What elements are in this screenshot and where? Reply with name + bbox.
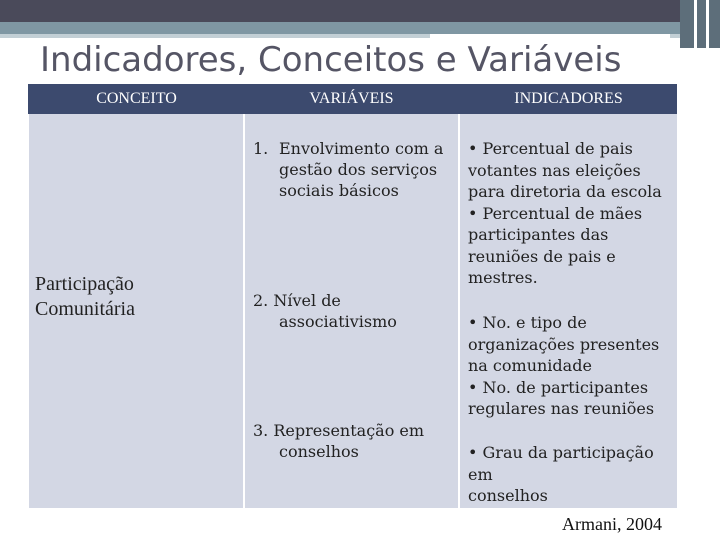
- indicator-line: • Percentual de mães: [468, 203, 643, 223]
- concept-table: [28, 84, 677, 508]
- indicator-line: participantes das: [468, 225, 609, 244]
- indicator-line: na comunidade: [468, 356, 592, 375]
- variable-item-2: [253, 290, 397, 332]
- indicator-group-3: [468, 442, 678, 507]
- indicators-cell: [459, 114, 677, 508]
- indicator-line: • Grau da participação em: [468, 443, 654, 484]
- indicator-line: reuniões de pais e: [468, 246, 616, 266]
- header-concept: CONCEITO: [29, 84, 244, 114]
- corner-stripe: [694, 0, 697, 48]
- variable-text: sociais básicos: [279, 181, 399, 200]
- variables-cell: [244, 114, 459, 508]
- indicator-line: votantes nas eleições: [468, 160, 641, 180]
- variable-number: 1.: [253, 139, 269, 158]
- indicator-group-2: [468, 312, 678, 420]
- concept-text: [35, 272, 135, 322]
- variable-text: conselhos: [279, 442, 359, 461]
- top-bar-teal: [0, 22, 720, 34]
- variable-text: Representação em: [273, 421, 425, 440]
- variable-item-3: [253, 420, 424, 462]
- indicator-line: regulares nas reuniões: [468, 399, 655, 418]
- variable-text: gestão dos serviços: [279, 160, 438, 179]
- variable-text: Envolvimento com a: [279, 139, 444, 158]
- indicator-line: conselhos: [468, 486, 548, 505]
- table-body-row: [29, 114, 677, 508]
- header-indicators: INDICADORES: [459, 84, 677, 114]
- indicator-line: • Percentual de pais: [468, 139, 633, 158]
- citation: Armani, 2004: [562, 514, 662, 534]
- top-bar-dark: [0, 0, 720, 22]
- concept-cell: [29, 114, 244, 508]
- slide-title: Indicadores, Conceitos e Variáveis: [40, 40, 622, 80]
- indicator-line: mestres.: [468, 268, 538, 287]
- concept-word: Participação: [35, 273, 134, 295]
- variable-number: 3.: [253, 421, 269, 440]
- indicator-group-1: [468, 138, 678, 289]
- concept-word: Comunitária: [35, 298, 135, 320]
- variable-text: associativismo: [279, 312, 397, 331]
- corner-stripe: [706, 0, 709, 48]
- variable-text: Nível de: [273, 291, 341, 310]
- indicator-line: • No. e tipo de: [468, 313, 587, 332]
- variable-number: 2.: [253, 291, 269, 310]
- indicator-line: • No. de participantes: [468, 377, 649, 397]
- header-variables: VARIÁVEIS: [244, 84, 459, 114]
- table-header-row: [29, 84, 677, 114]
- variable-item-1: [253, 138, 443, 201]
- corner-decoration: [680, 0, 720, 48]
- indicator-line: para diretoria da escola: [468, 182, 662, 201]
- indicator-line: organizações presentes: [468, 334, 660, 354]
